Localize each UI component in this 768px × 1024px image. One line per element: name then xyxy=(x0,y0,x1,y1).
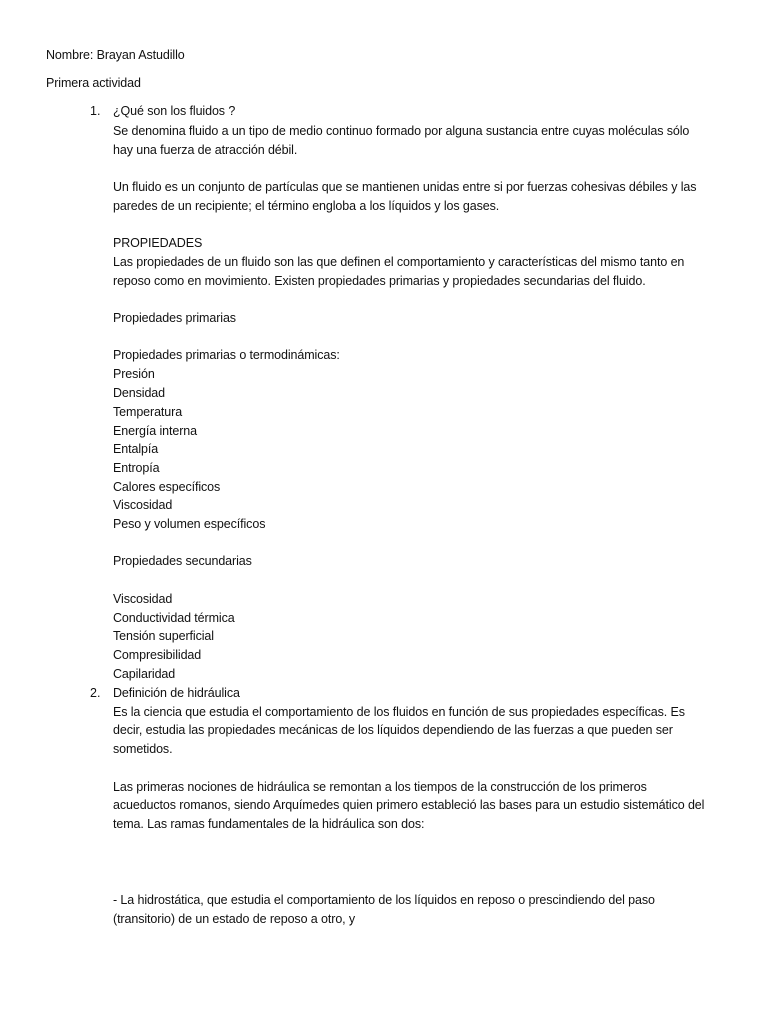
paragraph-line: Es la ciencia que estudia el comportamiento de los fluidos en función de sus propiedades específicas. Es xyxy=(113,705,685,719)
list-item: Viscosidad xyxy=(113,592,173,606)
list-item: Calores específicos xyxy=(113,480,221,494)
list-item: Compresibilidad xyxy=(113,648,202,662)
paragraph-line: sometidos. xyxy=(113,742,173,756)
name-line: Nombre: Brayan Astudillo xyxy=(46,48,185,62)
list-item: Temperatura xyxy=(113,405,183,419)
list-item: Conductividad térmica xyxy=(113,611,235,625)
paragraph-line: acueductos romanos, siendo Arquímedes quien primero estableció las bases para un estudio sistemático del xyxy=(113,798,705,812)
paragraph-line: Las primeras nociones de hidráulica se remontan a los tiempos de la construcción de los primeros xyxy=(113,780,647,794)
list-item: Capilaridad xyxy=(113,667,176,681)
paragraph-line: decir, estudia las propiedades mecánicas de los líquidos dependiendo de las fuerzas a que pueden ser xyxy=(113,723,673,737)
paragraph-line: - La hidrostática, que estudia el comportamiento de los líquidos en reposo o prescindiendo del paso xyxy=(113,893,655,907)
list-item: Entropía xyxy=(113,461,160,475)
list-item: Energía interna xyxy=(113,424,197,438)
paragraph-line: paredes de un recipiente; el término engloba a los líquidos y los gases. xyxy=(113,199,500,213)
item-title: ¿Qué son los fluidos ? xyxy=(113,104,236,118)
paragraph-line: Se denomina fluido a un tipo de medio continuo formado por alguna sustancia entre cuyas moléculas sólo xyxy=(113,124,690,138)
paragraph-line: tema. Las ramas fundamentales de la hidráulica son dos: xyxy=(113,817,425,831)
section-heading: Propiedades primarias xyxy=(113,311,236,325)
list-item: Densidad xyxy=(113,386,166,400)
section-heading: PROPIEDADES xyxy=(113,236,203,250)
paragraph-line: Un fluido es un conjunto de partículas que se mantienen unidas entre si por fuerzas cohesivas débiles y las xyxy=(113,180,697,194)
item-number: 2. xyxy=(90,686,101,700)
list-item: Presión xyxy=(113,367,155,381)
paragraph-line: hay una fuerza de atracción débil. xyxy=(113,143,298,157)
paragraph-line: reposo como en movimiento. Existen propiedades primarias y propiedades secundarias del fluido. xyxy=(113,274,646,288)
paragraph-line: (transitorio) de un estado de reposo a otro, y xyxy=(113,912,356,926)
activity-title: Primera actividad xyxy=(46,76,141,90)
item-number: 1. xyxy=(90,104,101,118)
list-item: Viscosidad xyxy=(113,498,173,512)
section-subheading: Propiedades primarias o termodinámicas: xyxy=(113,348,340,362)
paragraph-line: Las propiedades de un fluido son las que definen el comportamiento y características del mismo tanto en xyxy=(113,255,685,269)
list-item: Peso y volumen específicos xyxy=(113,517,266,531)
list-item: Tensión superficial xyxy=(113,629,214,643)
list-item: Entalpía xyxy=(113,442,159,456)
section-heading: Propiedades secundarias xyxy=(113,554,252,568)
item-title: Definición de hidráulica xyxy=(113,686,240,700)
